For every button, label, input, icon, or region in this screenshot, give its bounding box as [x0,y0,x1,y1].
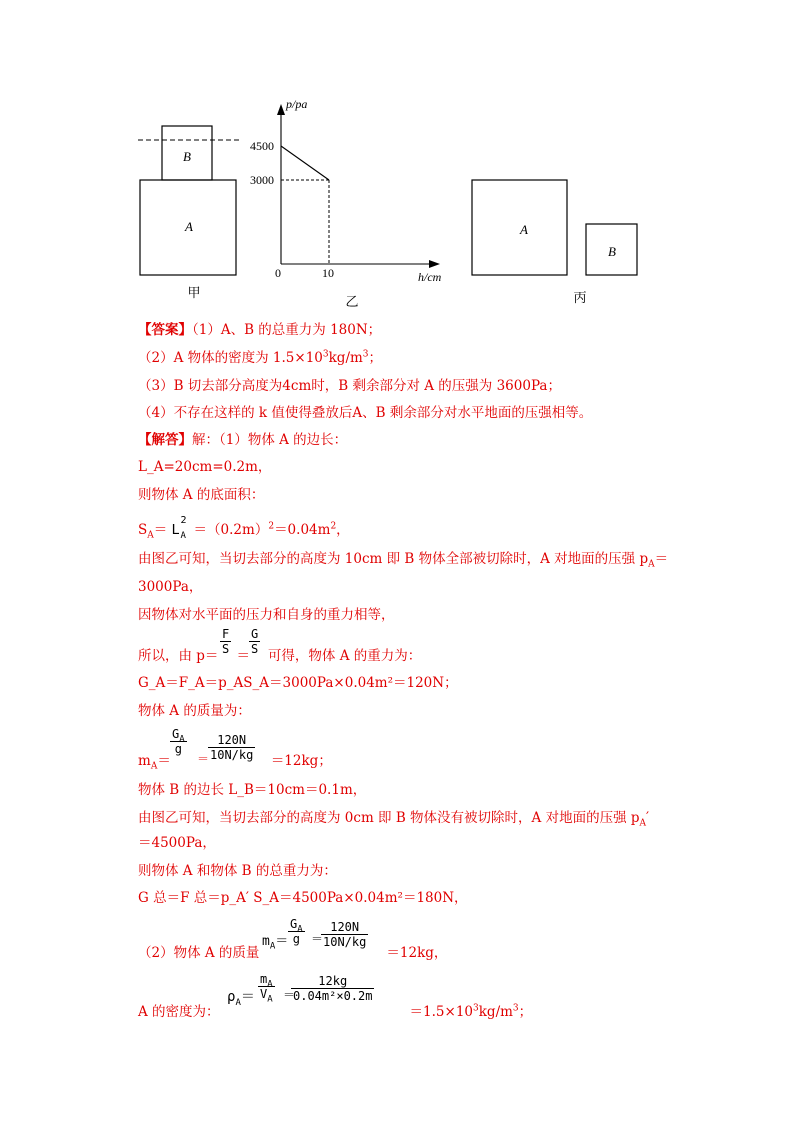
answer-4: （4）不存在这样的 k 值使得叠放后A、B 剩余部分对水平地面的压强相等。 [138,405,593,421]
m-A-17: $m_A=$ [262,934,289,952]
solution-2: L_A=20cm=0.2m， [138,459,272,475]
answer-2-unit: kg/m [328,350,363,366]
label-A-jia: A [185,219,193,234]
solution-line-6: 3000Pa， [138,579,203,595]
figure-jia [138,126,242,300]
fraction-GA-g-17: $\frac{G_A}{g}$ [290,917,303,946]
fraction-120N-10Nkg-17: $\frac{120N}{10N/kg}$ [323,920,367,949]
figures [0,0,800,320]
solution-line-3 [138,486,264,504]
equals-sign-18: ＝ [283,988,296,1002]
answer-tag: 【答案】 [138,322,192,338]
solution-line-15: 则物体 A 和物体 B 的总重力为： [138,863,337,879]
solution-line-12: 物体 B 的边长 L_B＝10cm＝0.1m， [138,782,367,798]
figure-yi [250,97,442,309]
solution-line-1 [138,431,347,449]
fraction-mA-VA: $\frac{m_A}{V_A}$ [260,972,273,1005]
answer-2-exp2: 3 [362,349,369,360]
label-A-bing: A [520,222,528,237]
caption-jia: 甲 [187,285,201,300]
tick-0: 0 [275,266,281,280]
equals-sign-11: ＝ [197,752,210,766]
tick-3000: 3000 [250,173,274,187]
answer-line-4 [138,404,592,422]
rho-A: $\rho_A=$ [227,989,255,1008]
label-B-bing: B [608,244,616,259]
solution-3: 则物体 A 的底面积： [138,487,265,503]
L-A-squared: L A 2 [171,515,187,541]
solution-line-14: ＝4500Pa， [138,835,216,851]
solution-line-16: G 总＝F 总＝p_A′ S_A＝4500Pa×0.04m²＝180N， [138,890,468,906]
solution-line-18: A 的密度为： $=1.5\times 10^3kg/m^3$； [138,1003,533,1020]
fraction-120N-10Nkg: $\frac{120N}{10N/kg}$ [210,733,254,762]
answer-2-exp: 3 [322,349,329,360]
x-axis-arrow [429,260,440,268]
equals-sign-17: ＝ [311,932,324,946]
answer-1: （1）A、B 的总重力为 180N； [192,322,382,338]
solution-line-10: 物体 A 的质量为： [138,703,251,719]
solution-line-2 [138,458,271,476]
graph-line [281,146,329,180]
caption-yi: 乙 [345,294,359,309]
label-B-jia: B [183,149,191,164]
answer-3: （3）B 切去部分高度为4cm时，B 剩余部分对 A 的压强为 3600Pa； [138,378,561,394]
tick-10: 10 [322,266,334,280]
fraction-GA-g: $\frac{G_A}{g}$ [172,727,185,756]
figure-bing [472,180,637,305]
solution-line-5: 由图乙可知，当切去部分的高度为 10cm 即 B 物体全部被切除时，A 对地面的压强 $p_A=$ [138,551,669,570]
solution-line-8: 所以，由 p＝ ＝ 可得，物体 A 的重力为： [138,648,422,664]
solution-line-11: $m_A= =12kg$； [138,753,332,772]
fraction-G-S: $\frac{G}{S}$ [251,627,259,656]
solution-line-9: G_A＝F_A＝p_AS_A＝3000Pa×0.04m²＝120N； [138,675,458,691]
solution-line-4: $S_A= L$ A 2 $=(0.2m)^2=0.04m^2$， [138,515,350,541]
solution-line-13: 由图乙可知，当切去部分的高度为 0cm 即 B 物体没有被切除时，A 对地面的压强 $p_A'$ [138,810,650,829]
y-axis-arrow [277,104,285,115]
answer-2-end: ； [368,350,383,366]
tick-4500: 4500 [250,139,274,153]
fraction-F-S: $\frac{F}{S}$ [222,627,230,656]
caption-bing: 丙 [573,290,587,305]
y-axis-label: p/pa [286,97,308,111]
solution-tag: 【解答】 [138,432,192,448]
answer-line-2 [138,349,382,367]
x-axis-label: h/cm [418,270,442,284]
answer-2: （2）A 物体的密度为 1.5×10 [138,350,323,366]
solution-1: 解：（1）物体 A 的边长： [192,432,348,448]
solution-line-17: （2）物体 A 的质量 ＝12kg， [138,945,448,961]
answer-line-1 [138,321,381,339]
fraction-12kg-volume: $\frac{12kg}{\text{0.04m²×0.2m}}$ [293,974,373,1003]
solution-line-7: 因物体对水平面的压力和自身的重力相等， [138,607,395,623]
answer-line-3 [138,377,561,395]
